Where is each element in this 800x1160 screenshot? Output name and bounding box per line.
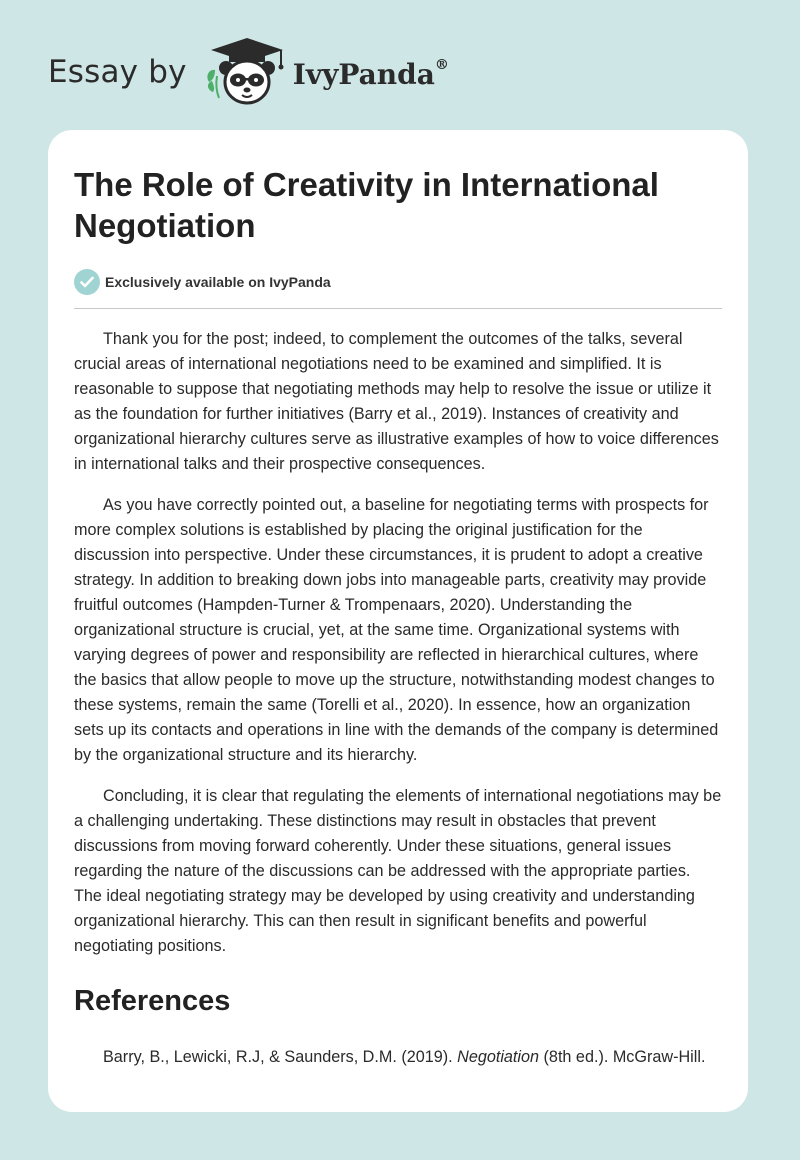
essay-body [74,327,722,959]
essay-by-label: Essay by [48,54,187,90]
reference-book-title: Negotiation [457,1048,540,1066]
panda-logo-icon [201,36,289,108]
divider [74,308,722,309]
check-icon [74,269,100,295]
exclusive-badge [74,268,722,296]
site-header [48,36,449,108]
references-heading: References [74,985,231,1017]
brand-name [293,58,449,91]
registered-mark: ® [434,57,449,74]
paragraph: As you have correctly pointed out, a baseline for negotiating terms with prospects for more complex solutions is established by placing the original justification for the discussion into perspective. Under these circumstances, it is prudent to adopt a creative strategy. In addition to breaking down jobs into manageable parts, creativity may provide fruitful outcomes (Hampden-Turner & Trompenaars, 2020). Understanding the organizational structure is crucial, yet, at the same time. Organizational systems with varying degrees of power and responsibility are reflected in hierarchical cultures, where the basics that allow people to move up the structure, notwithstanding modest changes to these systems, remain the same (Torelli et al., 2020). In essence, how an organization sets up its contacts and operations in line with the demands of the company is determined by the organizational structure and its hierarchy. [74,496,719,764]
essay-title: The Role of Creativity in International Negotiation [74,166,659,244]
brand-name-text: IvyPanda [292,57,435,91]
reference-authors: Barry, B., Lewicki, R.J, & Saunders, D.M. (2019). [103,1048,458,1066]
reference-publisher: (8th ed.). McGraw-Hill. [539,1048,706,1066]
reference-item [74,1045,722,1070]
essay-card [48,130,748,1112]
exclusive-badge-label: Exclusively available on IvyPanda [105,274,331,290]
paragraph: Concluding, it is clear that regulating the elements of international negotiations may be a challenging undertaking. These distinctions may result in obstacles that prevent discussions from moving forward coherently. Under these situations, general issues regarding the nature of the discussions can be addressed with the appropriate parties. The ideal negotiating strategy may be developed by using creativity and understanding organizational hierarchy. This can then result in significant benefits and powerful negotiating positions. [74,787,722,955]
paragraph: Thank you for the post; indeed, to complement the outcomes of the talks, several crucial areas of international negotiations need to be examined and simplified. It is reasonable to suppose that negotiating methods may help to resolve the issue or utilize it as the foundation for further initiatives (Barry et al., 2019). Instances of creativity and organizational hierarchy cultures serve as illustrative examples of how to voice differences in international talks and their prospective consequences. [74,330,719,473]
